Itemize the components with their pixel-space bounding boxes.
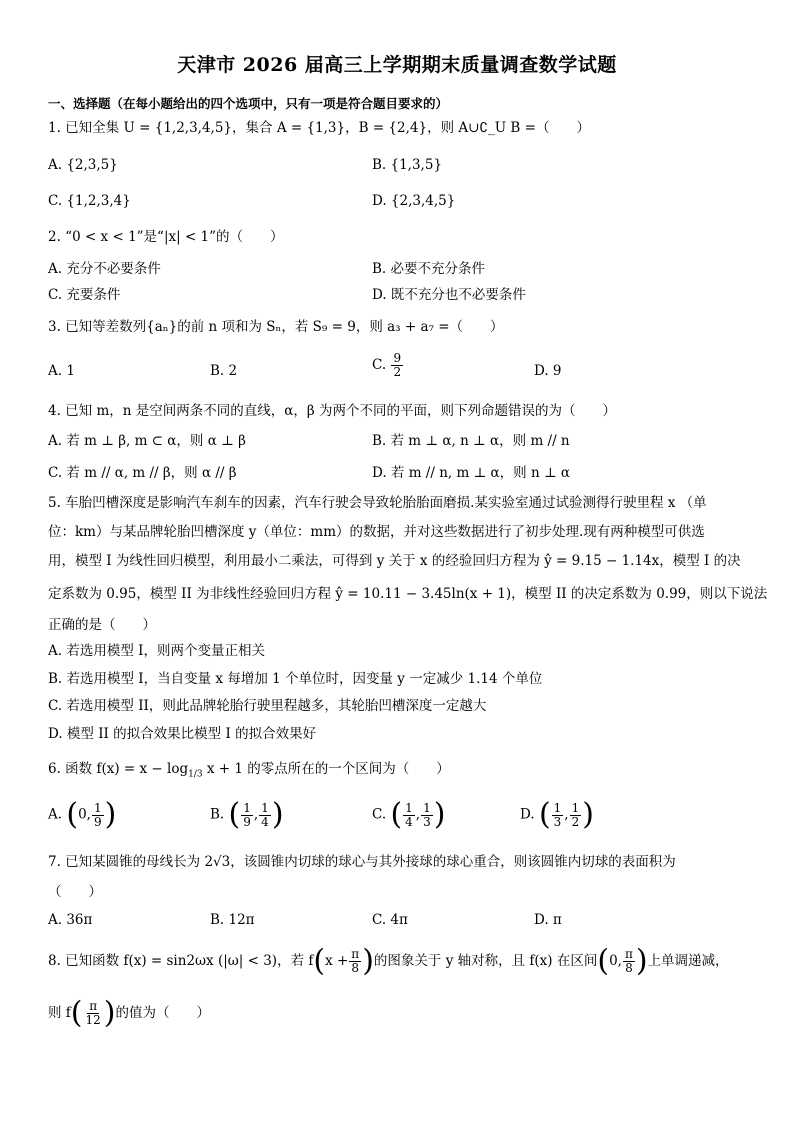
q7-option-a: A. 36π — [48, 912, 93, 928]
q8-stem-part-b: 的图象关于 y 轴对称，且 f(x) 在区间 — [373, 953, 598, 969]
question-7-paren: （ ） — [48, 884, 102, 900]
q3-option-c-fraction — [391, 352, 403, 379]
fraction — [259, 802, 271, 829]
fraction-denominator: 4 — [405, 814, 413, 829]
q6-log-base: 1/3 — [188, 769, 203, 780]
fraction-denominator: 4 — [261, 814, 269, 829]
q5-option-c: C. 若选用模型 II，则此品牌轮胎行驶里程越多，其轮胎凹槽深度一定越大 — [48, 698, 487, 714]
q7-option-d: D. π — [534, 912, 562, 928]
q5-option-b: B. 若选用模型 I，当自变量 x 每增加 1 个单位时，因变量 y 一定减少 1.14 个单位 — [48, 671, 543, 687]
q3-option-c — [372, 352, 404, 379]
q4-option-b: B. 若 m ⊥ α, n ⊥ α，则 m // n — [372, 433, 570, 449]
fraction-numerator: 1 — [405, 800, 413, 815]
q2-option-b: B. 必要不充分条件 — [372, 261, 486, 277]
left-paren-glyph: ( — [228, 797, 241, 832]
q6-option-a-label: A. — [48, 806, 63, 823]
question-5-line-2: 位：km）与某品牌轮胎凹槽深度 y（单位：mm）的数据，并对这些数据进行了初步处理.现有两种模型可供选 — [48, 524, 705, 540]
fraction — [92, 802, 104, 829]
q5-option-d: D. 模型 II 的拟合效果比模型 I 的拟合效果好 — [48, 726, 317, 742]
fraction-denominator: 2 — [393, 365, 402, 379]
fraction-denominator: 3 — [423, 814, 431, 829]
q3-option-c-label: C. — [372, 357, 387, 373]
q6-option-b: B. ( $\frac{1}{9}$ , $\frac{1}{4}$ ) — [210, 797, 284, 832]
question-4-stem: 4. 已知 m，n 是空间两条不同的直线，α，β 为两个不同的平面，则下列命题错误的为（ ） — [48, 403, 616, 419]
q7-option-b: B. 12π — [210, 912, 255, 928]
fraction-denominator: 8 — [625, 961, 633, 975]
q8-stem-part-c: 上单调递减， — [647, 953, 729, 969]
question-5-line-5: 正确的是（ ） — [48, 617, 156, 633]
q1-option-c: C. {1,2,3,4} — [48, 193, 131, 209]
q8-line2-part-b: 的值为（ ） — [115, 1005, 211, 1021]
fraction-pi-over-12 — [84, 1000, 103, 1027]
fraction-denominator: 2 — [571, 814, 580, 829]
q5-option-a: A. 若选用模型 I，则两个变量正相关 — [48, 643, 265, 659]
fraction-denominator: 8 — [351, 961, 360, 975]
fraction-denominator: 12 — [85, 1013, 101, 1027]
fraction-numerator: 9 — [393, 351, 402, 365]
fraction-numerator: 1 — [571, 800, 580, 815]
fraction — [570, 802, 582, 829]
q4-option-c: C. 若 m // α, m // β，则 α // β — [48, 465, 237, 481]
right-paren-glyph: ) — [433, 797, 446, 832]
fraction-denominator: 3 — [553, 814, 562, 829]
left-paren-glyph: ( — [66, 797, 79, 832]
q6-option-c-label: C. — [372, 806, 387, 823]
question-8-line-1 — [48, 945, 729, 977]
right-paren-glyph: ) — [103, 995, 116, 1031]
question-3-stem: 3. 已知等差数列{aₙ}的前 n 项和为 Sₙ，若 S₉ = 9，则 a₃ + a₇ =（ ） — [48, 319, 504, 335]
question-5-line-3: 用，模型 I 为线性回归模型，利用最小二乘法，可得到 y 关于 x 的经验回归方程为 ŷ = 9.15 − 1.14x，模型 I 的决 — [48, 553, 741, 569]
fraction-pi-over-8 — [623, 948, 635, 975]
fraction-denominator: 9 — [243, 814, 251, 829]
question-8-line-2 — [48, 997, 210, 1029]
right-paren-glyph: ) — [362, 943, 374, 979]
right-paren-glyph: ) — [104, 797, 117, 832]
q7-option-c: C. 4π — [372, 912, 408, 928]
page-title: 天津市 2026 届高三上学期期末质量调查数学试题 — [177, 54, 617, 76]
fraction — [552, 802, 564, 829]
q6-option-d: D. ( $\frac{1}{3}$ , $\frac{1}{2}$ ) — [520, 797, 594, 832]
fraction-numerator: 1 — [243, 800, 251, 815]
left-paren-glyph: ( — [597, 943, 610, 979]
left-paren-glyph: ( — [313, 943, 326, 979]
q6-option-d-label: D. — [520, 806, 535, 823]
fraction — [403, 802, 415, 829]
question-1-stem: 1. 已知全集 U = {1,2,3,4,5}，集合 A = {1,3}，B = {2,4}，则 A∪∁_U B =（ ） — [48, 120, 590, 136]
left-paren-glyph: ( — [390, 797, 403, 832]
fraction-pi-over-8 — [349, 948, 361, 975]
q2-option-d: D. 既不充分也不必要条件 — [372, 287, 526, 303]
question-2-stem: 2. “0 < x < 1”是“|x| < 1”的（ ） — [48, 229, 284, 245]
left-paren-glyph: ( — [538, 797, 551, 832]
fraction-numerator: π — [351, 947, 360, 961]
q4-option-d: D. 若 m // n, m ⊥ α，则 n ⊥ α — [372, 465, 571, 481]
question-5-line-4: 定系数为 0.95，模型 II 为非线性经验回归方程 ŷ = 10.11 − 3.45ln(x + 1)，模型 II 的决定系数为 0.99，则以下说法 — [48, 586, 768, 602]
q8-line2-part-a: 则 f — [48, 1005, 71, 1021]
q1-option-a: A. {2,3,5} — [48, 157, 118, 173]
right-paren-glyph: ) — [635, 943, 648, 979]
q1-option-d: D. {2,3,4,5} — [372, 193, 456, 209]
q8-interval-left: 0, — [609, 953, 622, 969]
q4-option-a: A. 若 m ⊥ β, m ⊂ α，则 α ⊥ β — [48, 433, 246, 449]
q6-option-b-label: B. — [210, 806, 225, 823]
interval-left: 0 — [78, 806, 87, 823]
q8-stem-part-a: 8. 已知函数 f(x) = sin2ωx (|ω| < 3)，若 f — [48, 953, 314, 969]
question-6-stem — [48, 760, 450, 784]
q6-stem-part-a: 6. 函数 f(x) = x − log — [48, 761, 189, 777]
q6-option-a: A. (0, $\frac{1}{9}$ ) — [48, 797, 117, 832]
q1-option-b: B. {1,3,5} — [372, 157, 443, 173]
q3-option-b: B. 2 — [210, 363, 238, 379]
question-7-stem: 7. 已知某圆锥的母线长为 2√3，该圆锥内切球的球心与其外接球的球心重合，则该圆锥内切球的表面积为 — [48, 854, 676, 870]
section-heading: 一、选择题（在每小题给出的四个选项中，只有一项是符合题目要求的） — [48, 96, 449, 111]
fraction-numerator: 1 — [93, 800, 102, 815]
q3-option-a: A. 1 — [48, 363, 75, 379]
q2-option-c: C. 充要条件 — [48, 287, 121, 303]
fraction-denominator: 9 — [93, 814, 102, 829]
q6-stem-part-b: x + 1 的零点所在的一个区间为（ ） — [206, 761, 450, 777]
fraction-numerator: 1 — [423, 800, 431, 815]
q8-stem-x: x + — [325, 953, 349, 969]
q6-option-c: C. ( $\frac{1}{4}$ , $\frac{1}{3}$ ) — [372, 797, 446, 832]
question-5-line-1: 5. 车胎凹槽深度是影响汽车刹车的因素，汽车行驶会导致轮胎胎面磨损.某实验室通过试验测得行驶里程 x （单 — [48, 495, 707, 511]
fraction-numerator: π — [89, 999, 98, 1013]
fraction — [241, 802, 253, 829]
fraction-numerator: 1 — [261, 800, 269, 815]
right-paren-glyph: ) — [271, 797, 284, 832]
left-paren-glyph: ( — [70, 995, 83, 1031]
q2-option-a: A. 充分不必要条件 — [48, 261, 161, 277]
fraction-numerator: π — [624, 947, 633, 961]
fraction — [421, 802, 433, 829]
q3-option-d: D. 9 — [534, 363, 562, 379]
right-paren-glyph: ) — [582, 797, 594, 832]
fraction-numerator: 1 — [553, 800, 562, 815]
